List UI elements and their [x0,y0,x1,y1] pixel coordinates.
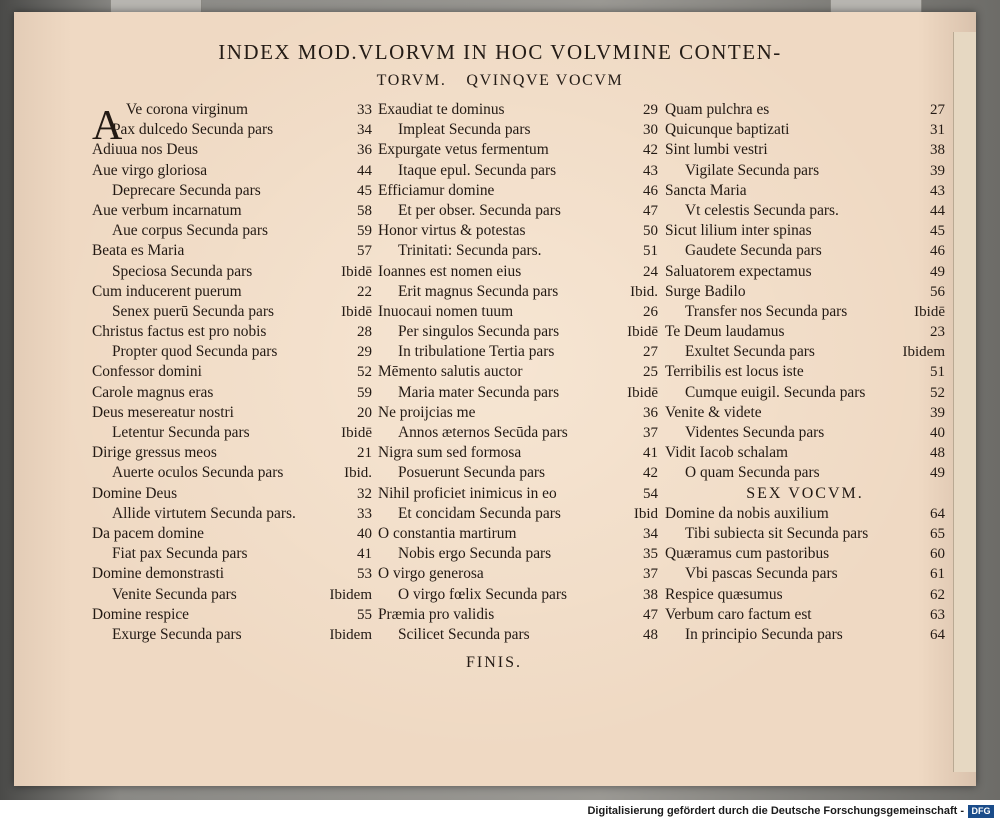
entry-title: Cum inducerent puerum [92,282,242,300]
entry-page-number: Ibidē [914,303,945,320]
index-entry [665,140,945,160]
entry-title: O virgo fœlix Secunda pars [398,585,567,603]
entry-page-number: 49 [930,263,945,280]
entry-title: Sicut lilium inter spinas [665,222,812,240]
index-entry [665,362,945,382]
index-entry [665,625,945,645]
entry-title: Dirige gressus meos [92,444,217,462]
entry-title: Quam pulchra es [665,101,770,118]
index-entry [665,605,945,625]
index-entry [665,403,945,423]
entry-page-number: 42 [643,465,658,482]
entry-title: Ioannes est nomen eius [378,262,522,280]
index-entry [378,564,658,584]
entry-page-number: 52 [930,384,945,401]
entry-title: Posuerunt Secunda pars [398,464,546,482]
entry-title: Pax dulcedo Secunda pars [112,121,274,139]
index-entry [92,161,372,181]
entry-page-number: 40 [357,525,372,542]
index-column-2 [378,100,658,645]
entry-page-number: 61 [930,566,945,583]
index-entry [378,585,658,605]
entry-title: Carole magnus eras [92,383,214,401]
index-entry [92,484,372,504]
entry-page-number: 32 [357,485,372,502]
entry-title: Et concidam Secunda pars [398,504,561,522]
entry-title: Respice quæsumus [665,585,783,603]
index-entry [378,362,658,382]
entry-title: Venite & videte [665,403,762,421]
entry-page-number: 33 [357,102,372,118]
page-subtitle [0,72,1000,90]
entry-page-number: 48 [643,626,658,643]
index-entry [92,403,372,423]
entry-title: Adiuua nos Deus [92,141,199,159]
index-entry [92,524,372,544]
index-entry [378,544,658,564]
index-entry [665,120,945,140]
entry-title: Aue corpus Secunda pars [112,222,268,240]
entry-page-number: 21 [357,445,372,462]
entry-page-number: 58 [357,202,372,219]
entry-page-number: 33 [357,505,372,522]
entry-page-number: Ibidem [902,344,945,361]
entry-page-number: 39 [930,162,945,179]
entry-title: Vigilate Secunda pars [685,161,820,179]
entry-title: Quicunque baptizati [665,121,790,139]
entry-title: Cumque euigil. Secunda pars [685,383,866,401]
entry-title: Mēmento salutis auctor [378,363,523,381]
index-entry [665,262,945,282]
entry-page-number: Ibid. [344,465,372,482]
index-entry [378,140,658,160]
entry-title: In principio Secunda pars [685,625,843,643]
index-entry [665,100,945,120]
entry-page-number: Ibidem [329,586,372,603]
index-entry [378,625,658,645]
entry-title: Maria mater Secunda pars [398,383,560,401]
footer-credit: Digitalisierung gefördert durch die Deutsche Forschungsgemeinschaft - [587,805,964,817]
index-entry [665,504,945,524]
finis-text: FINIS. [466,654,523,671]
entry-title: Senex puerū Secunda pars [112,302,274,320]
entry-page-number: 54 [643,485,658,502]
entry-page-number: 57 [357,243,372,260]
entry-title: Itaque epul. Secunda pars [398,161,557,179]
entry-title: Allide virtutem Secunda pars. [112,504,296,522]
entry-page-number: 65 [930,525,945,542]
index-entry [92,221,372,241]
subtitle-left: TORVM. [376,72,447,89]
entry-page-number: 38 [930,142,945,159]
entry-title: Exultet Secunda pars [685,343,815,361]
index-entry [92,282,372,302]
entry-title: Deprecare Secunda pars [112,181,261,199]
index-entry [92,423,372,443]
entry-title: O quam Secunda pars [685,464,820,482]
entry-page-number: 46 [930,243,945,260]
entry-page-number: 59 [357,384,372,401]
entry-page-number: 43 [930,182,945,199]
entry-title: Exaudiat te dominus [378,101,505,118]
index-entry [378,181,658,201]
entry-title: In tribulatione Tertia pars [398,343,555,361]
index-entry [92,241,372,261]
entry-title: Exurge Secunda pars [112,625,242,643]
entry-page-number: 27 [930,102,945,118]
entry-page-number: 46 [643,182,658,199]
entry-page-number: 50 [643,223,658,240]
index-entry [92,443,372,463]
entry-title: Surge Badilo [665,282,746,300]
entry-title: O virgo generosa [378,565,484,583]
entry-title: Auerte oculos Secunda pars [112,464,284,482]
entry-page-number: 56 [930,283,945,300]
entry-title: Beata es Maria [92,242,185,260]
page-title: INDEX MOD.VLORVM IN HOC VOLVMINE CONTEN- [218,40,782,64]
index-entry [378,423,658,443]
index-entry [92,625,372,645]
entry-title: Fiat pax Secunda pars [112,545,248,563]
entry-page-number: 38 [643,586,658,603]
entry-page-number: 51 [930,364,945,381]
entry-page-number: 49 [930,465,945,482]
index-entry [92,140,372,160]
index-entry [378,302,658,322]
index-entry [92,201,372,221]
index-entry [665,342,945,362]
entry-page-number: Ibidē [341,425,372,441]
index-entry [92,383,372,403]
entry-title: Domine demonstrasti [92,565,225,583]
section-heading-sex-vocum: SEX VOCVM. [746,484,864,502]
index-entry [665,181,945,201]
index-entry [92,504,372,524]
index-entry [665,585,945,605]
entry-page-number: 52 [357,364,372,381]
index-entry [92,585,372,605]
entry-page-number: 37 [643,566,658,583]
entry-page-number: 47 [643,202,658,219]
entry-title: Vbi pascas Secunda pars [685,565,838,583]
index-entry [665,302,945,322]
entry-title: Annos æternos Secūda pars [398,424,568,441]
footer-bar [0,800,1000,823]
entry-title: Letentur Secunda pars [112,424,250,441]
entry-title: Deus mesereatur nostri [92,403,234,421]
entry-page-number: 31 [930,122,945,139]
entry-page-number: 47 [643,606,658,623]
entry-title: Gaudete Secunda pars [685,242,822,260]
index-entry [378,282,658,302]
entry-page-number: 22 [357,283,372,300]
index-entry [378,383,658,403]
entry-page-number: 42 [643,142,658,159]
index-entry [378,484,658,504]
entry-page-number: Ibidē [341,263,372,280]
entry-title: Sint lumbi vestri [665,141,768,159]
dfg-logo: DFG [968,805,994,818]
index-column-3 [665,100,945,645]
entry-title: Speciosa Secunda pars [112,262,253,280]
entry-page-number: 28 [357,324,372,341]
entry-page-number: 34 [357,122,372,139]
entry-page-number: 64 [930,505,945,522]
index-entry [665,322,945,342]
index-entry [92,605,372,625]
entry-page-number: 34 [643,525,658,542]
entry-page-number: 29 [643,102,658,118]
entry-title: Transfer nos Secunda pars [685,302,848,320]
entry-page-number: 63 [930,606,945,623]
index-entry [92,100,372,120]
entry-page-number: 25 [643,364,658,381]
index-entry [92,564,372,584]
index-entry [665,201,945,221]
index-entry [665,221,945,241]
subtitle-right: QVINQVE VOCVM [466,72,624,89]
entry-title: Da pacem domine [92,524,204,542]
entry-page-number: Ibid. [630,283,658,300]
index-entry [92,181,372,201]
index-entry [92,362,372,382]
entry-title: Terribilis est locus iste [665,363,804,381]
entry-page-number: 60 [930,546,945,563]
index-entry [378,201,658,221]
entry-title: Nobis ergo Secunda pars [398,545,552,563]
entry-title: Confessor domini [92,363,202,381]
index-entry [92,120,372,140]
index-entry [665,383,945,403]
index-entry [665,463,945,483]
index-entry [378,443,658,463]
index-entry [378,463,658,483]
index-entry [378,161,658,181]
index-entry [92,262,372,282]
entry-title: Per singulos Secunda pars [398,323,560,341]
entry-title: Verbum caro factum est [665,605,812,623]
index-entry [92,463,372,483]
index-entry [92,342,372,362]
entry-page-number: 26 [643,303,658,320]
entry-page-number: Ibidē [627,324,658,341]
entry-page-number: 41 [357,546,372,563]
entry-title: Venite Secunda pars [112,585,237,603]
entry-page-number: 24 [643,263,658,280]
index-entry [665,282,945,302]
index-entry [665,443,945,463]
entry-page-number: 44 [930,202,945,219]
entry-page-number: 35 [643,546,658,563]
entry-title: Scilicet Secunda pars [398,625,530,643]
entry-page-number: 36 [643,404,658,421]
entry-title: Domine respice [92,605,190,623]
entry-title: Inuocaui nomen tuum [378,302,514,320]
index-entry [665,241,945,261]
adjacent-page-edge [953,32,976,772]
index-entry [378,100,658,120]
entry-title: Erit magnus Secunda pars [398,282,559,300]
entry-page-number: 27 [643,344,658,361]
entry-title: Domine Deus [92,484,178,502]
entry-page-number: 40 [930,425,945,441]
entry-page-number: 43 [643,162,658,179]
entry-title: Expurgate vetus fermentum [378,141,549,159]
entry-title: Vidit Iacob schalam [665,444,789,462]
entry-page-number: 44 [357,162,372,179]
entry-title: Propter quod Secunda pars [112,343,278,361]
entry-title: Trinitati: Secunda pars. [398,242,542,260]
entry-title: Præmia pro validis [378,605,495,623]
index-entry [665,423,945,443]
entry-page-number: 51 [643,243,658,260]
index-entry [378,605,658,625]
entry-title: Vt celestis Secunda pars. [685,201,839,219]
entry-title: Impleat Secunda pars [398,121,531,139]
entry-title: Et per obser. Secunda pars [398,201,561,219]
drop-cap-letter: A [92,103,123,149]
index-entry [665,161,945,181]
index-entry [378,262,658,282]
index-entry [665,564,945,584]
entry-page-number: 48 [930,445,945,462]
entry-title: Saluatorem expectamus [665,262,812,280]
entry-title: Sancta Maria [665,181,747,199]
entry-page-number: 64 [930,626,945,643]
entry-page-number: 36 [357,142,372,159]
entry-page-number: Ibidem [329,626,372,643]
index-entry [92,544,372,564]
entry-page-number: 20 [357,404,372,421]
entry-page-number: 23 [930,324,945,341]
index-entry [378,403,658,423]
entry-title: O constantia martirum [378,524,517,542]
entry-page-number: 41 [643,445,658,462]
index-entry [378,221,658,241]
entry-title: Domine da nobis auxilium [665,504,829,522]
entry-title: Christus factus est pro nobis [92,323,267,341]
entry-page-number: 45 [357,182,372,199]
entry-title: Efficiamur domine [378,181,495,199]
index-column-1 [92,100,372,645]
entry-page-number: Ibid [633,505,658,522]
index-entry [378,504,658,524]
entry-title: Honor virtus & potestas [378,222,526,240]
entry-title: Te Deum laudamus [665,323,785,341]
index-entry [665,544,945,564]
entry-page-number: 55 [357,606,372,623]
entry-page-number: 62 [930,586,945,603]
index-entry [378,120,658,140]
index-entry [92,302,372,322]
entry-title: Ve corona virginum [126,101,248,118]
index-entry [92,322,372,342]
entry-page-number: 53 [357,566,372,583]
index-entry [378,524,658,544]
index-entry [378,241,658,261]
entry-title: Tibi subiecta sit Secunda pars [685,524,869,542]
entry-title: Aue verbum incarnatum [92,201,242,219]
index-entry [378,342,658,362]
entry-title: Ne proijcias me [378,403,476,421]
index-entry [665,524,945,544]
entry-title: Nigra sum sed formosa [378,444,522,462]
entry-page-number: 37 [643,425,658,441]
entry-page-number: 30 [643,122,658,139]
entry-page-number: 45 [930,223,945,240]
entry-page-number: Ibidē [627,384,658,401]
entry-page-number: 59 [357,223,372,240]
entry-title: Quæramus cum pastoribus [665,545,830,563]
entry-page-number: 29 [357,344,372,361]
entry-page-number: 39 [930,404,945,421]
entry-title: Nihil proficiet inimicus in eo [378,484,557,502]
entry-title: Aue virgo gloriosa [92,161,208,179]
entry-page-number: Ibidē [341,303,372,320]
index-entry [378,322,658,342]
entry-title: Videntes Secunda pars [685,424,825,441]
